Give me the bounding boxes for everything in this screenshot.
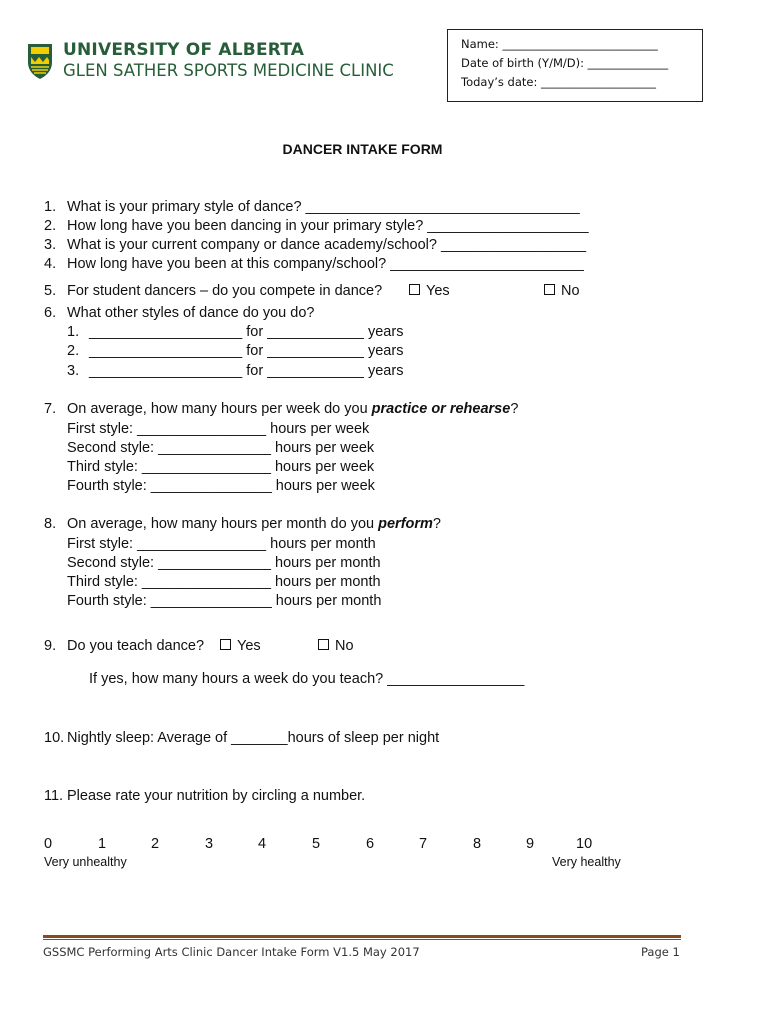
q3-number: 3.: [44, 237, 57, 253]
q8-number: 8.: [44, 516, 57, 532]
q9-yes-label: Yes: [237, 638, 261, 654]
q7-pre: On average, how many hours per week do you: [67, 401, 372, 417]
q6-row-number: 1.: [67, 324, 80, 340]
rating-option[interactable]: 7: [419, 836, 428, 852]
rating-option[interactable]: 1: [98, 836, 107, 852]
q5-number: 5.: [44, 283, 57, 299]
q6-number: 6.: [44, 305, 57, 321]
rating-option[interactable]: 2: [151, 836, 160, 852]
q3-text[interactable]: What is your current company or dance academy/school? __________________: [67, 237, 587, 253]
q7-number: 7.: [44, 401, 57, 417]
q5-yes-label: Yes: [426, 283, 450, 299]
q9-no-option[interactable]: [318, 638, 354, 654]
q8-row[interactable]: Second style: ______________ hours per month: [67, 555, 381, 571]
checkbox-icon[interactable]: [544, 284, 555, 295]
checkbox-icon[interactable]: [318, 639, 329, 650]
page-number: Page 1: [641, 945, 680, 959]
q8-emphasis: perform: [378, 516, 433, 532]
university-crest-icon: [26, 42, 54, 80]
footer-rule-thin: [43, 939, 681, 940]
q9-text: Do you teach dance?: [67, 638, 205, 654]
q8-pre: On average, how many hours per month do you: [67, 516, 379, 532]
q5-yes-option[interactable]: [409, 283, 450, 299]
q7-post: ?: [510, 401, 519, 417]
q5-no-label: No: [561, 283, 580, 299]
rating-option[interactable]: 9: [526, 836, 535, 852]
footer-rule: [43, 935, 681, 938]
q5-no-option[interactable]: [544, 283, 580, 299]
q6-row[interactable]: ___________________ for ____________ years: [89, 363, 404, 379]
q9-follow-up[interactable]: If yes, how many hours a week do you teach? _________________: [89, 671, 525, 687]
q1-text[interactable]: What is your primary style of dance? __________________________________: [67, 199, 580, 215]
q11-text: Please rate your nutrition by circling a number.: [67, 788, 366, 804]
q7-row[interactable]: Fourth style: _______________ hours per week: [67, 478, 375, 494]
q7-emphasis: practice or rehearse: [371, 401, 511, 417]
q2-number: 2.: [44, 218, 57, 234]
q10-text[interactable]: Nightly sleep: Average of _______hours of sleep per night: [67, 730, 440, 746]
q11-number: 11.: [44, 788, 64, 804]
q7-text: [67, 401, 518, 417]
name-field[interactable]: Name: ___________________________: [461, 37, 658, 51]
q9-number: 9.: [44, 638, 57, 654]
q7-row[interactable]: Third style: ________________ hours per week: [67, 459, 375, 475]
q6-row-number: 3.: [67, 363, 80, 379]
q6-row[interactable]: ___________________ for ____________ years: [89, 324, 404, 340]
todays-date-field[interactable]: Today’s date: ____________________: [461, 75, 657, 89]
university-name: UNIVERSITY OF ALBERTA: [63, 40, 305, 60]
patient-id-box: [447, 29, 703, 102]
clinic-logo: [26, 40, 396, 90]
q6-row-number: 2.: [67, 343, 80, 359]
rating-option[interactable]: 4: [258, 836, 267, 852]
q10-number: 10.: [44, 730, 65, 746]
q2-text[interactable]: How long have you been dancing in your primary style? ____________________: [67, 218, 589, 234]
scale-low-label: Very unhealthy: [44, 855, 127, 869]
q8-post: ?: [432, 516, 441, 532]
dob-field[interactable]: Date of birth (Y/M/D): ______________: [461, 56, 669, 70]
q4-text[interactable]: How long have you been at this company/school? ________________________: [67, 256, 584, 272]
q8-text: [67, 516, 441, 532]
rating-option[interactable]: 8: [473, 836, 482, 852]
q6-text: What other styles of dance do you do?: [67, 305, 315, 321]
checkbox-icon[interactable]: [220, 639, 231, 650]
q8-row[interactable]: Third style: ________________ hours per month: [67, 574, 381, 590]
rating-option[interactable]: 10: [576, 836, 593, 852]
clinic-name: GLEN SATHER SPORTS MEDICINE CLINIC: [63, 61, 394, 80]
q7-row[interactable]: Second style: ______________ hours per week: [67, 440, 375, 456]
q9-yes-option[interactable]: [220, 638, 261, 654]
q8-row[interactable]: Fourth style: _______________ hours per month: [67, 593, 382, 609]
rating-option[interactable]: 3: [205, 836, 214, 852]
rating-option[interactable]: 6: [366, 836, 375, 852]
footer-form-version: GSSMC Performing Arts Clinic Dancer Intake Form V1.5 May 2017: [43, 945, 420, 959]
scale-high-label: Very healthy: [552, 855, 621, 869]
rating-option[interactable]: 5: [312, 836, 321, 852]
rating-option[interactable]: 0: [44, 836, 53, 852]
q4-number: 4.: [44, 256, 57, 272]
q1-number: 1.: [44, 199, 57, 215]
q9-no-label: No: [335, 638, 354, 654]
form-title: DANCER INTAKE FORM: [282, 141, 443, 157]
q6-row[interactable]: ___________________ for ____________ years: [89, 343, 404, 359]
q5-text: For student dancers – do you compete in dance?: [67, 283, 383, 299]
checkbox-icon[interactable]: [409, 284, 420, 295]
q8-row[interactable]: First style: ________________ hours per month: [67, 536, 376, 552]
q7-row[interactable]: First style: ________________ hours per week: [67, 421, 370, 437]
